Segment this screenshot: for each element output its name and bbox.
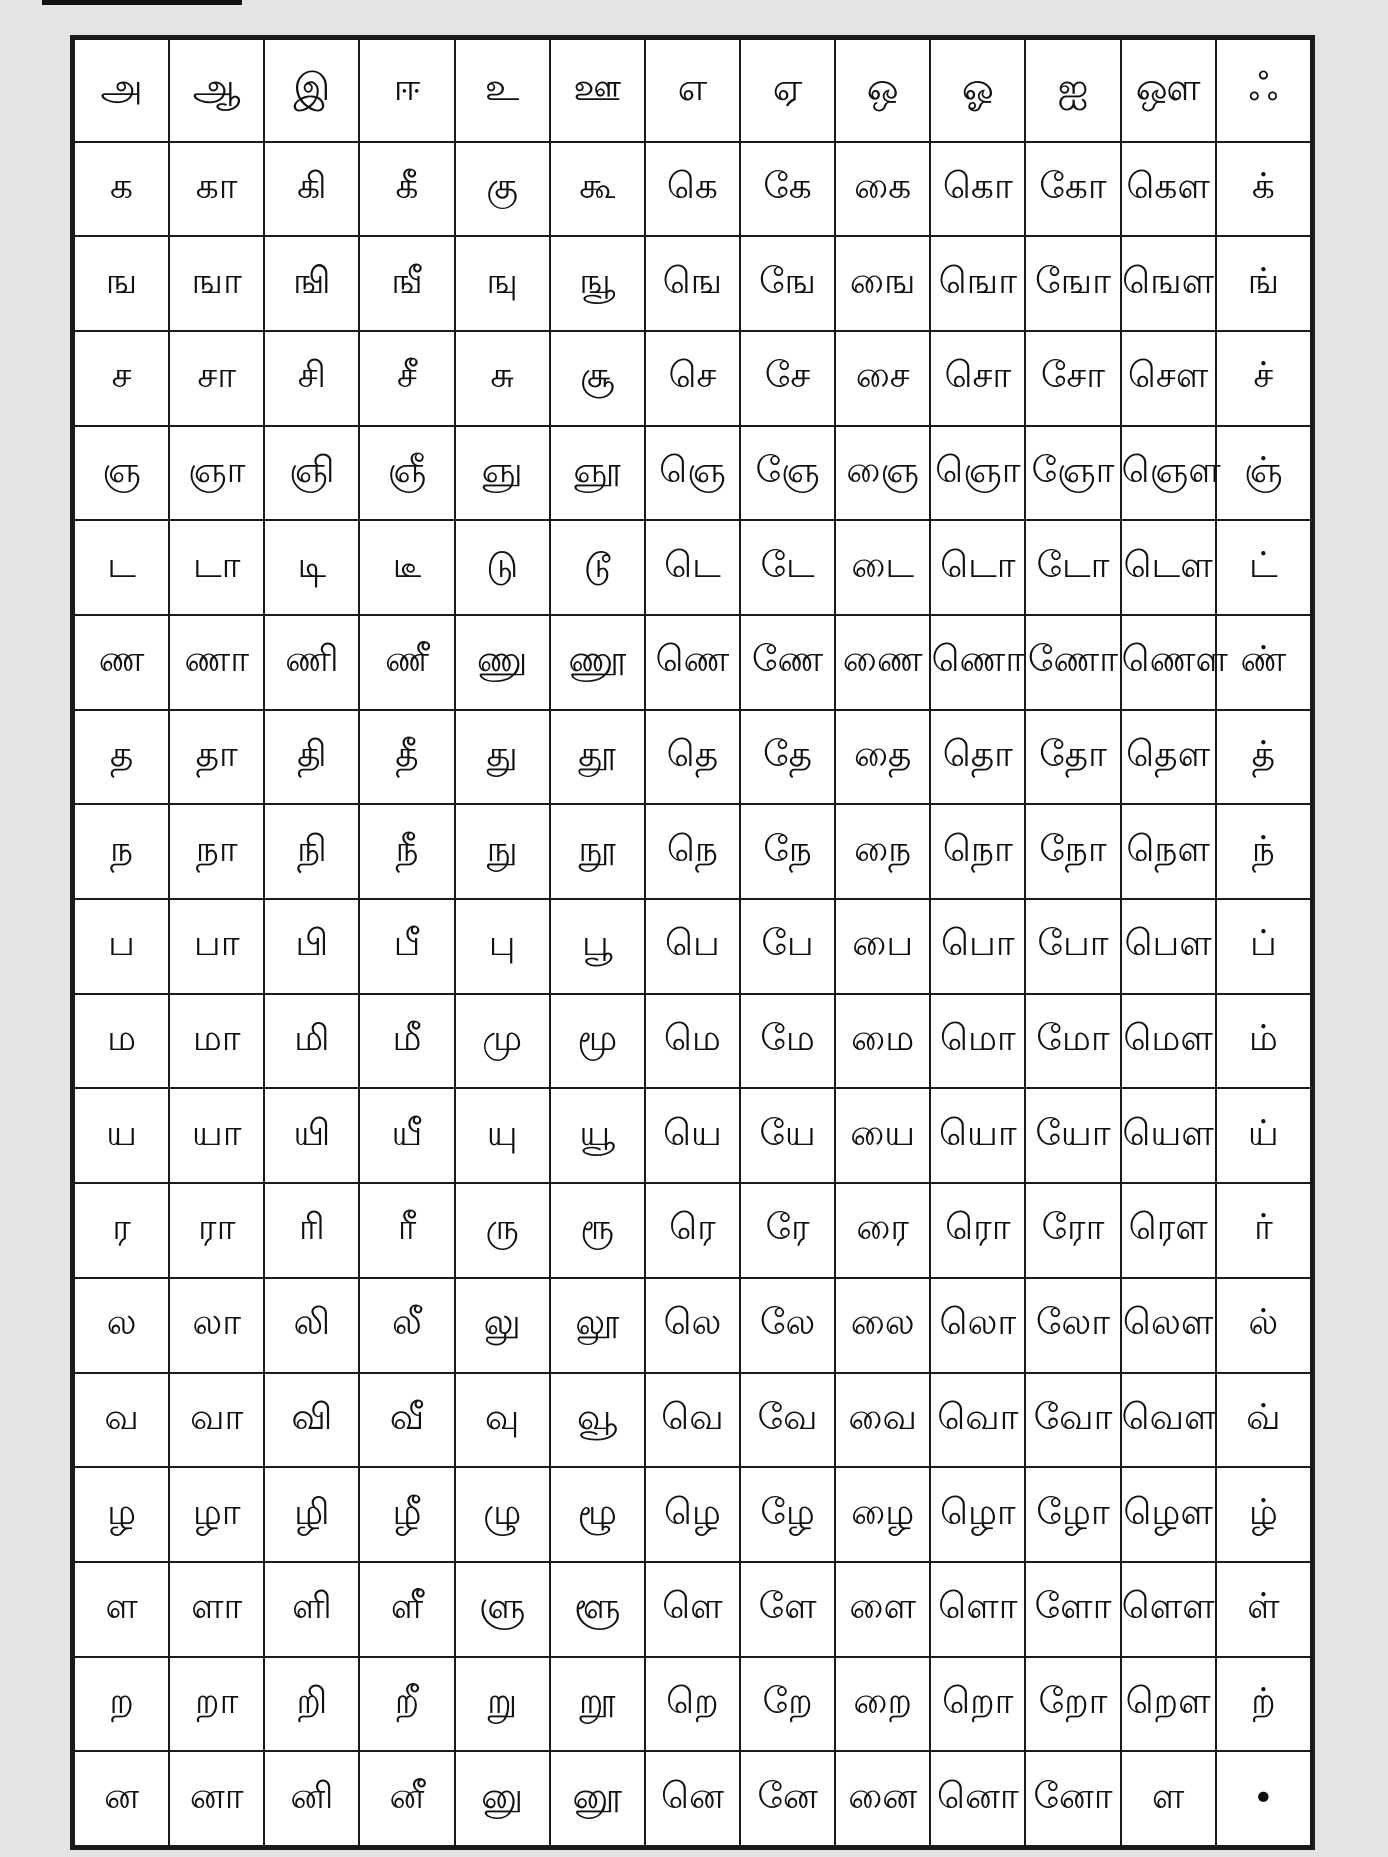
- letter-cell: றி: [264, 1657, 359, 1752]
- letter-cell: வை: [835, 1373, 930, 1468]
- letter-cell: நீ: [359, 804, 454, 899]
- letter-cell: ஃ: [1216, 39, 1311, 142]
- letter-cell: யி: [264, 1088, 359, 1183]
- letter-cell: லொ: [930, 1278, 1025, 1373]
- letter-cell: து: [455, 710, 550, 805]
- letter-cell: லூ: [550, 1278, 645, 1373]
- letter-cell: றை: [835, 1657, 930, 1752]
- consonant-row: [74, 899, 1311, 994]
- letter-cell: பி: [264, 899, 359, 994]
- letter-cell: ய: [74, 1088, 169, 1183]
- letter-cell: மெ: [645, 994, 740, 1089]
- letter-cell: கி: [264, 142, 359, 237]
- letter-cell: லீ: [359, 1278, 454, 1373]
- letter-cell: ஐ: [1025, 39, 1120, 142]
- letter-cell: வு: [455, 1373, 550, 1468]
- letter-cell: டூ: [550, 520, 645, 615]
- letter-cell: ஙெ: [645, 236, 740, 331]
- letter-cell: தா: [169, 710, 264, 805]
- letter-cell: ணை: [835, 615, 930, 710]
- letter-cell: டே: [740, 520, 835, 615]
- letter-cell: ஈ: [359, 39, 454, 142]
- letter-cell: ளொ: [930, 1562, 1025, 1657]
- letter-cell: தோ: [1025, 710, 1120, 805]
- letter-cell: ஆ: [169, 39, 264, 142]
- letter-cell: ணா: [169, 615, 264, 710]
- letter-cell: கெ: [645, 142, 740, 237]
- letter-cell: ணு: [455, 615, 550, 710]
- letter-cell: ர்: [1216, 1183, 1311, 1278]
- letter-cell: ரொ: [930, 1183, 1025, 1278]
- letter-cell: ழௌ: [1121, 1467, 1216, 1562]
- letter-cell: ரீ: [359, 1183, 454, 1278]
- letter-cell: சா: [169, 331, 264, 426]
- letter-cell: யொ: [930, 1088, 1025, 1183]
- letter-cell: சூ: [550, 331, 645, 426]
- letter-cell: றா: [169, 1657, 264, 1752]
- letter-cell: ழொ: [930, 1467, 1025, 1562]
- letter-cell: ன: [74, 1751, 169, 1846]
- letter-cell: மே: [740, 994, 835, 1089]
- letter-cell: பொ: [930, 899, 1025, 994]
- letter-cell: சை: [835, 331, 930, 426]
- letter-cell: ரெ: [645, 1183, 740, 1278]
- letter-cell: நெ: [645, 804, 740, 899]
- letter-cell: பெ: [645, 899, 740, 994]
- letter-cell: ளே: [740, 1562, 835, 1657]
- letter-cell: ஞௌ: [1121, 426, 1216, 521]
- letter-cell: னே: [740, 1751, 835, 1846]
- letter-cell: ம்: [1216, 994, 1311, 1089]
- letter-cell: யீ: [359, 1088, 454, 1183]
- letter-cell: வா: [169, 1373, 264, 1468]
- letter-cell: றௌ: [1121, 1657, 1216, 1752]
- letter-cell: யெ: [645, 1088, 740, 1183]
- letter-cell: ளீ: [359, 1562, 454, 1657]
- letter-cell: நோ: [1025, 804, 1120, 899]
- letter-cell: ரோ: [1025, 1183, 1120, 1278]
- letter-cell: டொ: [930, 520, 1025, 615]
- consonant-row: [74, 236, 1311, 331]
- letter-cell: மா: [169, 994, 264, 1089]
- top-edge-mark: [42, 0, 242, 5]
- consonant-row: [74, 331, 1311, 426]
- letter-cell: ஞா: [169, 426, 264, 521]
- letter-cell: உ: [455, 39, 550, 142]
- letter-cell: வீ: [359, 1373, 454, 1468]
- letter-cell: க்: [1216, 142, 1311, 237]
- letter-cell: ணௌ: [1121, 615, 1216, 710]
- letter-cell: ணீ: [359, 615, 454, 710]
- letter-cell: றே: [740, 1657, 835, 1752]
- letter-cell: சௌ: [1121, 331, 1216, 426]
- letter-cell: போ: [1025, 899, 1120, 994]
- letter-cell: யு: [455, 1088, 550, 1183]
- consonant-row: [74, 615, 1311, 710]
- letter-cell: ழெ: [645, 1467, 740, 1562]
- letter-cell: மூ: [550, 994, 645, 1089]
- letter-cell: ப: [74, 899, 169, 994]
- letter-cell: லௌ: [1121, 1278, 1216, 1373]
- letter-cell: ளௌ: [1121, 1562, 1216, 1657]
- letter-cell: றூ: [550, 1657, 645, 1752]
- letter-cell: ரை: [835, 1183, 930, 1278]
- letter-cell: கௌ: [1121, 142, 1216, 237]
- letter-cell: ஙை: [835, 236, 930, 331]
- letter-cell: ஙோ: [1025, 236, 1120, 331]
- letter-cell: கை: [835, 142, 930, 237]
- letter-cell: வெ: [645, 1373, 740, 1468]
- letter-cell: ளோ: [1025, 1562, 1120, 1657]
- letter-cell: பை: [835, 899, 930, 994]
- letter-cell: ஓ: [930, 39, 1025, 142]
- letter-cell: லே: [740, 1278, 835, 1373]
- letter-cell: மை: [835, 994, 930, 1089]
- letter-cell: த்: [1216, 710, 1311, 805]
- letter-cell: ட்: [1216, 520, 1311, 615]
- letter-cell: யே: [740, 1088, 835, 1183]
- letter-cell: தொ: [930, 710, 1025, 805]
- letter-cell: கூ: [550, 142, 645, 237]
- letter-cell: லோ: [1025, 1278, 1120, 1373]
- letter-cell: பே: [740, 899, 835, 994]
- letter-cell: வோ: [1025, 1373, 1120, 1468]
- letter-cell: ஞ்: [1216, 426, 1311, 521]
- letter-cell: வொ: [930, 1373, 1025, 1468]
- letter-cell: டு: [455, 520, 550, 615]
- letter-cell: கு: [455, 142, 550, 237]
- letter-cell: தீ: [359, 710, 454, 805]
- letter-cell: றோ: [1025, 1657, 1120, 1752]
- consonant-row: [74, 142, 1311, 237]
- consonant-row: [74, 1657, 1311, 1752]
- consonant-row: [74, 1467, 1311, 1562]
- letter-cell: லா: [169, 1278, 264, 1373]
- letter-cell: றொ: [930, 1657, 1025, 1752]
- letter-cell: நை: [835, 804, 930, 899]
- handwritten-sheet: [70, 35, 1315, 1850]
- letter-cell: மு: [455, 994, 550, 1089]
- letter-cell: ங: [74, 236, 169, 331]
- letter-cell: லு: [455, 1278, 550, 1373]
- letter-cell: ஞ: [74, 426, 169, 521]
- letter-cell: தெ: [645, 710, 740, 805]
- consonant-row: [74, 1373, 1311, 1468]
- letter-cell: க: [74, 142, 169, 237]
- letter-cell: ழை: [835, 1467, 930, 1562]
- letter-cell: றெ: [645, 1657, 740, 1752]
- letter-cell: ங்: [1216, 236, 1311, 331]
- letter-cell: ழோ: [1025, 1467, 1120, 1562]
- letter-cell: டெ: [645, 520, 740, 615]
- letter-cell: தூ: [550, 710, 645, 805]
- letter-cell: தை: [835, 710, 930, 805]
- consonant-row: [74, 804, 1311, 899]
- letter-cell: ழே: [740, 1467, 835, 1562]
- consonant-row: [74, 1088, 1311, 1183]
- letter-cell: ல்: [1216, 1278, 1311, 1373]
- letter-cell: கீ: [359, 142, 454, 237]
- letter-cell: வூ: [550, 1373, 645, 1468]
- letter-cell: நா: [169, 804, 264, 899]
- letter-cell: ல: [74, 1278, 169, 1373]
- letter-cell: நி: [264, 804, 359, 899]
- letter-cell: ள்: [1216, 1562, 1311, 1657]
- letter-cell: நே: [740, 804, 835, 899]
- letter-cell: ஙா: [169, 236, 264, 331]
- letter-cell: லெ: [645, 1278, 740, 1373]
- letter-cell: ஙி: [264, 236, 359, 331]
- letter-cell: கோ: [1025, 142, 1120, 237]
- letter-cell: ரௌ: [1121, 1183, 1216, 1278]
- letter-cell: யோ: [1025, 1088, 1120, 1183]
- letter-cell: ஞோ: [1025, 426, 1120, 521]
- letter-cell: மொ: [930, 994, 1025, 1089]
- letter-cell: ஙூ: [550, 236, 645, 331]
- letter-cell: ளி: [264, 1562, 359, 1657]
- letter-cell: நூ: [550, 804, 645, 899]
- letter-cell: ற்: [1216, 1657, 1311, 1752]
- letter-cell: ந்: [1216, 804, 1311, 899]
- tamil-letter-chart: [73, 38, 1312, 1847]
- letter-cell: யூ: [550, 1088, 645, 1183]
- letter-cell: சோ: [1025, 331, 1120, 426]
- letter-cell: ரே: [740, 1183, 835, 1278]
- consonant-row: [74, 1183, 1311, 1278]
- letter-cell: னை: [835, 1751, 930, 1846]
- letter-cell: ட: [74, 520, 169, 615]
- letter-cell: தே: [740, 710, 835, 805]
- letter-cell: ண்: [1216, 615, 1311, 710]
- letter-cell: மௌ: [1121, 994, 1216, 1089]
- letter-cell: னா: [169, 1751, 264, 1846]
- consonant-row: [74, 426, 1311, 521]
- letter-cell: நு: [455, 804, 550, 899]
- letter-cell: ணோ: [1025, 615, 1120, 710]
- consonant-row: [74, 520, 1311, 615]
- letter-cell: அ: [74, 39, 169, 142]
- letter-cell: ச்: [1216, 331, 1311, 426]
- letter-cell: சீ: [359, 331, 454, 426]
- letter-cell: வி: [264, 1373, 359, 1468]
- letter-cell: ஙு: [455, 236, 550, 331]
- letter-cell: ழூ: [550, 1467, 645, 1562]
- letter-cell: இ: [264, 39, 359, 142]
- letter-cell: ஞெ: [645, 426, 740, 521]
- letter-cell: பா: [169, 899, 264, 994]
- letter-cell: ஞி: [264, 426, 359, 521]
- letter-cell: ளு: [455, 1562, 550, 1657]
- letter-cell: சே: [740, 331, 835, 426]
- letter-cell: ள: [1121, 1751, 1216, 1846]
- letter-cell: ழி: [264, 1467, 359, 1562]
- letter-cell: தௌ: [1121, 710, 1216, 805]
- letter-cell: ஞொ: [930, 426, 1025, 521]
- letter-cell: ஏ: [740, 39, 835, 142]
- letter-cell: ழ்: [1216, 1467, 1311, 1562]
- letter-cell: ச: [74, 331, 169, 426]
- letter-cell: ரு: [455, 1183, 550, 1278]
- letter-cell: சொ: [930, 331, 1025, 426]
- letter-cell: நொ: [930, 804, 1025, 899]
- letter-cell: ளெ: [645, 1562, 740, 1657]
- letter-cell: வௌ: [1121, 1373, 1216, 1468]
- letter-cell: ளூ: [550, 1562, 645, 1657]
- letter-cell: தி: [264, 710, 359, 805]
- letter-cell: னொ: [930, 1751, 1025, 1846]
- letter-cell: ஞே: [740, 426, 835, 521]
- letter-cell: ளா: [169, 1562, 264, 1657]
- consonant-row: [74, 1562, 1311, 1657]
- letter-cell: ஞூ: [550, 426, 645, 521]
- letter-cell: வ: [74, 1373, 169, 1468]
- letter-cell: னெ: [645, 1751, 740, 1846]
- letter-cell: •: [1216, 1751, 1311, 1846]
- letter-cell: ஙீ: [359, 236, 454, 331]
- letter-cell: யா: [169, 1088, 264, 1183]
- letter-cell: மீ: [359, 994, 454, 1089]
- letter-cell: ணே: [740, 615, 835, 710]
- letter-cell: யை: [835, 1088, 930, 1183]
- letter-cell: பூ: [550, 899, 645, 994]
- letter-cell: றீ: [359, 1657, 454, 1752]
- letter-cell: ழீ: [359, 1467, 454, 1562]
- letter-cell: கா: [169, 142, 264, 237]
- letter-cell: மி: [264, 994, 359, 1089]
- letter-cell: டௌ: [1121, 520, 1216, 615]
- letter-cell: ரி: [264, 1183, 359, 1278]
- letter-cell: டை: [835, 520, 930, 615]
- letter-cell: னு: [455, 1751, 550, 1846]
- letter-cell: த: [74, 710, 169, 805]
- letter-cell: வ்: [1216, 1373, 1311, 1468]
- consonant-row: [74, 1751, 1311, 1846]
- letter-cell: டி: [264, 520, 359, 615]
- letter-cell: கொ: [930, 142, 1025, 237]
- letter-cell: டோ: [1025, 520, 1120, 615]
- letter-cell: ர: [74, 1183, 169, 1278]
- letter-cell: மோ: [1025, 994, 1120, 1089]
- letter-cell: ஙே: [740, 236, 835, 331]
- letter-cell: வே: [740, 1373, 835, 1468]
- chart-body: [74, 39, 1311, 1846]
- letter-cell: லி: [264, 1278, 359, 1373]
- letter-cell: று: [455, 1657, 550, 1752]
- letter-cell: யௌ: [1121, 1088, 1216, 1183]
- letter-cell: ந: [74, 804, 169, 899]
- letter-cell: ய்: [1216, 1088, 1311, 1183]
- letter-cell: பு: [455, 899, 550, 994]
- vowel-row: [74, 39, 1311, 142]
- letter-cell: ஞு: [455, 426, 550, 521]
- letter-cell: பௌ: [1121, 899, 1216, 994]
- letter-cell: ளை: [835, 1562, 930, 1657]
- letter-cell: ஔ: [1121, 39, 1216, 142]
- letter-cell: ஞை: [835, 426, 930, 521]
- letter-cell: ஙௌ: [1121, 236, 1216, 331]
- letter-cell: ஙொ: [930, 236, 1025, 331]
- letter-cell: ஊ: [550, 39, 645, 142]
- consonant-row: [74, 1278, 1311, 1373]
- letter-cell: ரா: [169, 1183, 264, 1278]
- letter-cell: னி: [264, 1751, 359, 1846]
- consonant-row: [74, 994, 1311, 1089]
- letter-cell: ழா: [169, 1467, 264, 1562]
- letter-cell: னோ: [1025, 1751, 1120, 1846]
- letter-cell: ழு: [455, 1467, 550, 1562]
- letter-cell: ணி: [264, 615, 359, 710]
- letter-cell: ற: [74, 1657, 169, 1752]
- letter-cell: ணூ: [550, 615, 645, 710]
- letter-cell: டீ: [359, 520, 454, 615]
- consonant-row: [74, 710, 1311, 805]
- letter-cell: ணொ: [930, 615, 1025, 710]
- letter-cell: ரூ: [550, 1183, 645, 1278]
- letter-cell: ஒ: [835, 39, 930, 142]
- letter-cell: ப்: [1216, 899, 1311, 994]
- letter-cell: ள: [74, 1562, 169, 1657]
- letter-cell: ம: [74, 994, 169, 1089]
- letter-cell: னூ: [550, 1751, 645, 1846]
- letter-cell: கே: [740, 142, 835, 237]
- letter-cell: ழ: [74, 1467, 169, 1562]
- letter-cell: னீ: [359, 1751, 454, 1846]
- letter-cell: ணெ: [645, 615, 740, 710]
- letter-cell: பீ: [359, 899, 454, 994]
- letter-cell: ண: [74, 615, 169, 710]
- letter-cell: செ: [645, 331, 740, 426]
- letter-cell: டா: [169, 520, 264, 615]
- letter-cell: லை: [835, 1278, 930, 1373]
- letter-cell: ஞீ: [359, 426, 454, 521]
- letter-cell: எ: [645, 39, 740, 142]
- letter-cell: நௌ: [1121, 804, 1216, 899]
- letter-cell: சி: [264, 331, 359, 426]
- letter-cell: சு: [455, 331, 550, 426]
